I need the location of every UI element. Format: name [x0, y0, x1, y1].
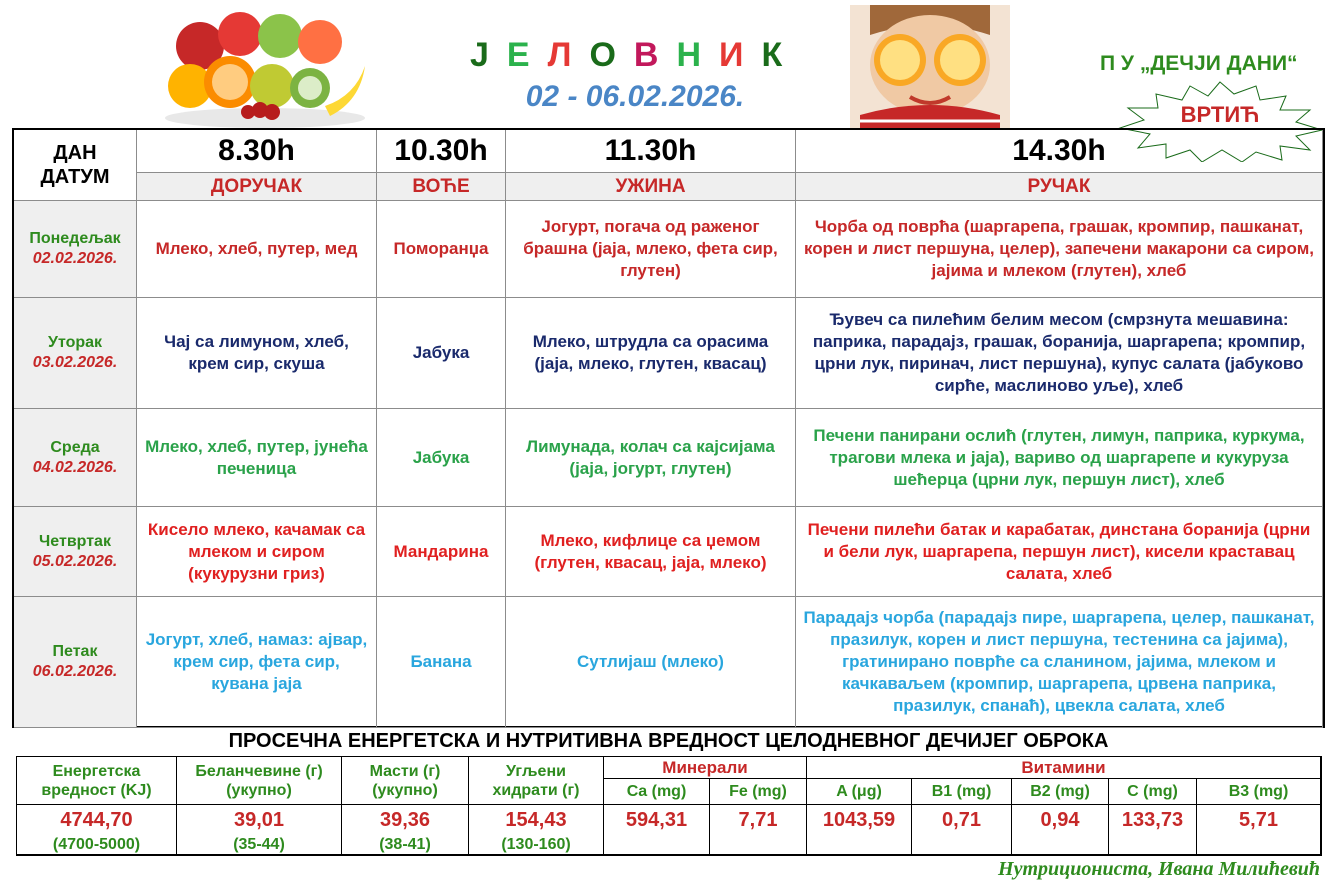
- menu-item: Парадајз чорба (парадајз пире, шаргарепа, целер, пашканат, празилук, корен и лист першуна, тестенина са јајима), гратинирано поврће са сланином, јајима, млеком и качкаваљем (кромпир, шаргарепа, црвена паприка, празилук, спанаћ), цвекла салата, хлеб: [796, 597, 1323, 728]
- nutrient-range: (130-160): [501, 836, 571, 853]
- nutrient-header: [1197, 779, 1321, 805]
- nutrient-value-cell: [17, 805, 177, 855]
- nutrient-header: [912, 779, 1012, 805]
- title-letter: Е: [506, 36, 548, 74]
- time-header: 14.30h: [796, 130, 1323, 173]
- nutrient-value: 133,73: [1121, 809, 1184, 831]
- time-header: 11.30h: [506, 130, 796, 173]
- menu-item: Лимунада, колач са кајсијама (јаја, јогурт, глутен): [506, 409, 796, 507]
- menu-item: Млеко, хлеб, путер, мед: [137, 201, 377, 298]
- menu-item: Чорба од поврћа (шаргарепа, грашак, кромпир, пашканат, корен и лист першуна, целер), запечени макарони са сиром, јајима и млеком (глутен), хлеб: [796, 201, 1323, 298]
- title-letter: Ј: [470, 36, 507, 74]
- menu-item: Млеко, хлеб, путер, јунећа печеница: [137, 409, 377, 507]
- day-name: Среда: [50, 438, 100, 456]
- title-letter: В: [633, 36, 677, 74]
- day-date: 05.02.2026.: [32, 552, 118, 570]
- nutrient-header: [469, 757, 604, 805]
- nutrient-value: 154,43: [505, 809, 567, 831]
- nutrient-label: A (μg): [836, 783, 882, 800]
- day-cell: [14, 597, 137, 728]
- meal-header: ВОЋЕ: [377, 173, 506, 201]
- nutrient-value: 0,94: [1040, 809, 1080, 831]
- menu-item: Ђувеч са пилећим белим месом (смрзнута мешавина: паприка, парадајз, грашак, боранија, шаргарепа; кромпир, црни лук, пиринач, лист першуна), купус салата (јабуково сирће, маслиново уље), хлеб: [796, 298, 1323, 409]
- day-date: 04.02.2026.: [32, 458, 118, 476]
- nutrient-label: Угљени хидрати (г): [492, 762, 580, 799]
- menu-title: [470, 36, 820, 75]
- minerals-label: Минерали: [662, 757, 748, 777]
- vitamins-label: Витамини: [1021, 757, 1106, 777]
- menu-item: Поморанџа: [377, 201, 506, 298]
- nutrient-value: 7,71: [738, 809, 778, 831]
- nutrient-value: 39,01: [233, 809, 285, 831]
- vitamins-group-header: [807, 757, 1321, 779]
- fruit-basket-image: [160, 6, 370, 130]
- menu-item: Печени пилећи батак и карабатак, динстана боранија (црни и бели лук, шаргарепа, першун лист), кисели краставац салата, хлеб: [796, 507, 1323, 597]
- menu-table: [12, 128, 1325, 728]
- day-cell: [14, 409, 137, 507]
- nutrient-header: [177, 757, 342, 805]
- nutrient-label: Ca (mg): [626, 783, 687, 800]
- nutrient-value-cell: [469, 805, 604, 855]
- menu-item: Јабука: [377, 409, 506, 507]
- nutrient-header: [604, 779, 710, 805]
- nutrient-header: [17, 757, 177, 805]
- nutrient-label: C (mg): [1127, 783, 1178, 800]
- day-name: Понедељак: [29, 230, 121, 247]
- menu-item: Сутлијаш (млеко): [506, 597, 796, 728]
- day-name: Уторак: [47, 334, 103, 351]
- nutrient-value-cell: [1109, 805, 1197, 855]
- nutrient-value-cell: [807, 805, 912, 855]
- nutrient-value: 1043,59: [822, 809, 896, 831]
- day-cell: [14, 201, 137, 298]
- menu-item: Јогурт, хлеб, намаз: ајвар, крем сир, фета сир, кувана јаја: [137, 597, 377, 728]
- menu-item: Млеко, штрудла са орасима (јаја, млеко, глутен, квасац): [506, 298, 796, 409]
- nutrient-label: Fe (mg): [729, 783, 787, 800]
- nutrient-header: [1109, 779, 1197, 805]
- nutrient-label: Масти (г) (укупно): [369, 762, 441, 799]
- nutrient-value-cell: [1197, 805, 1321, 855]
- nutrient-value-cell: [912, 805, 1012, 855]
- nutrient-value-cell: [177, 805, 342, 855]
- day-date: 03.02.2026.: [32, 354, 118, 371]
- title-letter: О: [589, 36, 634, 74]
- meal-header: ДОРУЧАК: [137, 173, 377, 201]
- nutrient-value: 4744,70: [60, 809, 133, 831]
- nutrient-header: [1012, 779, 1109, 805]
- unit-label: ВРТИЋ: [1180, 102, 1260, 127]
- nutrient-label: B1 (mg): [931, 783, 992, 800]
- meal-header: РУЧАК: [796, 173, 1323, 201]
- day-date-header: ДАН ДАТУМ: [14, 130, 137, 201]
- nutrient-value: 5,71: [1239, 809, 1278, 831]
- nutrient-value-cell: [342, 805, 469, 855]
- menu-item: Млеко, кифлице са џемом (глутен, квасац, јаја, млеко): [506, 507, 796, 597]
- nutrient-header: [807, 779, 912, 805]
- menu-dates: 02 - 06.02.2026.: [525, 80, 745, 113]
- day-name: Петак: [52, 643, 98, 660]
- nutritionist-signature: Нутриционистa, Ивана Милићевић: [998, 858, 1320, 880]
- nutrient-header: [342, 757, 469, 805]
- title-letter: И: [719, 36, 762, 74]
- menu-item: Мандарина: [377, 507, 506, 597]
- menu-item: Јогурт, погача од раженог брашна (јаја, млеко, фета сир, глутен): [506, 201, 796, 298]
- nutrient-label: B2 (mg): [1030, 783, 1090, 800]
- nutrition-table: [16, 756, 1322, 856]
- day-cell: [14, 507, 137, 597]
- child-with-oranges-image: [850, 5, 1010, 129]
- day-name: Четвртак: [39, 532, 111, 550]
- menu-item: Банана: [377, 597, 506, 728]
- title-letter: Л: [547, 36, 590, 74]
- menu-item: Јабука: [377, 298, 506, 409]
- organization-name: П У „ДЕЧЈИ ДАНИ“: [1100, 52, 1298, 75]
- nutrient-value: 39,36: [379, 809, 431, 831]
- menu-item: Печени панирани ослић (глутен, лимун, паприка, куркума, трагови млека и јаја), вариво од шаргарепе и кукуруза шећерца (црни лук, першун лист), хлеб: [796, 409, 1323, 507]
- day-date: 06.02.2026.: [32, 663, 118, 680]
- nutrient-range: (35-44): [233, 836, 285, 853]
- nutrient-label: Беланчевине (г) (укупно): [195, 762, 323, 799]
- nutrient-label: B3 (mg): [1228, 783, 1289, 800]
- title-letter: К: [761, 36, 801, 74]
- nutrient-value-cell: [604, 805, 710, 855]
- day-date: 02.02.2026.: [32, 250, 118, 267]
- nutrition-title: ПРОСЕЧНА ЕНЕРГЕТСКА И НУТРИТИВНА ВРЕДНОСТ ЦЕЛОДНЕВНОГ ДЕЧИЈЕГ ОБРОКА: [228, 730, 1109, 752]
- nutrient-value: 594,31: [625, 809, 688, 831]
- time-header: 10.30h: [377, 130, 506, 173]
- menu-item: Чај са лимуном, хлеб, крем сир, скуша: [137, 298, 377, 409]
- minerals-group-header: [604, 757, 807, 779]
- nutrient-header: [710, 779, 807, 805]
- nutrient-range: (38-41): [379, 836, 431, 853]
- nutrient-label: Енергетска вредност (KJ): [41, 762, 152, 799]
- nutrient-value: 0,71: [942, 809, 981, 831]
- nutrient-range: (4700-5000): [52, 836, 141, 853]
- meal-header: УЖИНА: [506, 173, 796, 201]
- nutrient-value-cell: [710, 805, 807, 855]
- time-header: 8.30h: [137, 130, 377, 173]
- menu-item: Кисело млеко, качамак са млеком и сиром (кукурузни гриз): [137, 507, 377, 597]
- day-cell: [14, 298, 137, 409]
- nutrient-value-cell: [1012, 805, 1109, 855]
- title-letter: Н: [676, 36, 720, 74]
